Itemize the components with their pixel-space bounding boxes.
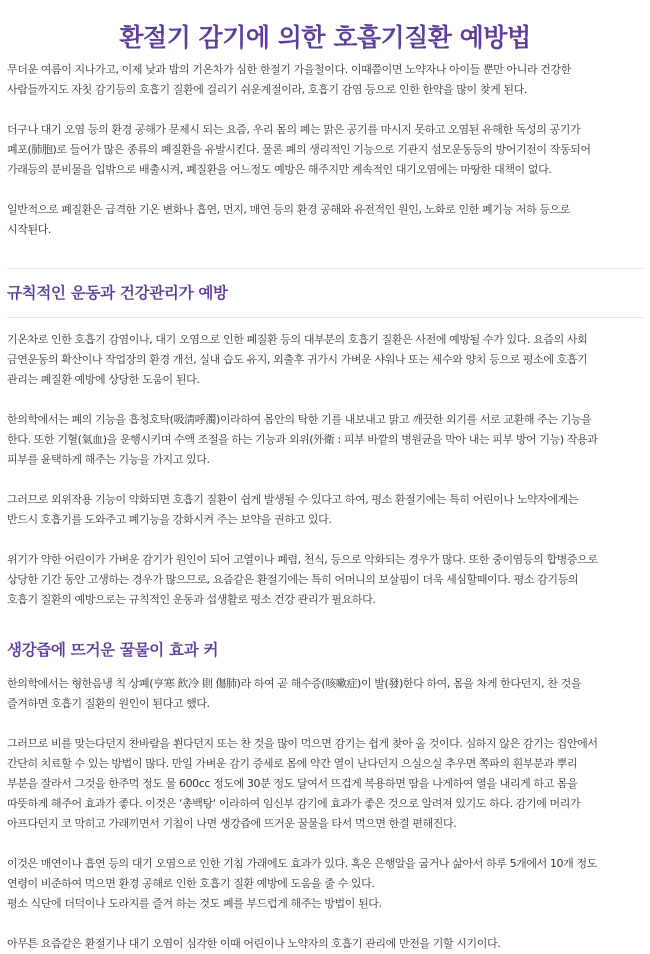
paragraph-line: 한의학에서는 폐의 기능을 흡청호탁(吸淸呼濁)이라하여 몸안의 탁한 기를 내보내고 맑고 깨끗한 외기를 서로 교환해 주는 기능을 xyxy=(7,413,592,426)
paragraph-line: 시작된다. xyxy=(7,223,52,236)
paragraph xyxy=(7,410,643,470)
paragraph-line: 이것은 매연이나 흡연 등의 대기 오염으로 인한 기침 가래에도 효과가 있다. 혹은 은행알을 굽거나 삶아서 하루 5개에서 10개 정도 xyxy=(7,857,597,870)
paragraph-line: 평소 식단에 더덕이나 도라지를 즐겨 하는 것도 폐를 부드럽게 해주는 방법이 된다. xyxy=(7,897,382,910)
paragraph-line: 그러므로 비를 맞는다던지 찬바람을 쐰다던지 또는 찬 것을 많이 먹으면 감기는 쉽게 찾아 올 것이다. 심하지 않은 감기는 집안에서 xyxy=(7,737,598,750)
section-heading-ginger: 생강즙에 뜨거운 꿀물이 효과 커 xyxy=(7,641,219,659)
paragraph-line: 사람들까지도 자칫 감기등의 호흡기 질환에 걸리기 쉬운계절이라, 호흡기 감염 등으로 인한 한약을 많이 찾게 된다. xyxy=(7,83,527,96)
section-heading-exercise: 규칙적인 운동과 건강관리가 예방 xyxy=(7,284,228,302)
paragraph-line: 한의학에서는 형한음냉 칙 상폐(亨寒 飮冷 則 傷肺)라 하여 곧 해수증(咳嗽症)이 발(發)한다 하여, 몸을 차게 한다던지, 찬 것을 xyxy=(7,677,582,690)
section1-body xyxy=(7,330,643,610)
paragraph-line: 무더운 여름이 지나가고, 이제 낮과 밤의 기온차가 심한 한절기 가을철이다. 이때쯤이면 노약자나 아이들 뿐만 아니라 건강한 xyxy=(7,63,571,76)
paragraph xyxy=(7,934,643,954)
paragraph-line: 연령이 비준하여 먹으면 환경 공해로 인한 호흡기 질환 예방에 도움을 줄 수 있다. xyxy=(7,877,375,890)
intro-section xyxy=(7,60,643,240)
section-remedy xyxy=(7,630,643,954)
paragraph-line: 그러므로 외위작용 기능이 약화되면 호흡기 질환이 쉽게 발생될 수 있다고 하여, 평소 환절기에는 특히 어린이나 노약자에게는 xyxy=(7,493,579,506)
paragraph-line: 즐겨하면 호흡기 질환의 원인이 된다고 했다. xyxy=(7,697,210,710)
article-body xyxy=(0,60,650,954)
article-title: 환절기 감기에 의한 호흡기질환 예방법 xyxy=(119,23,531,52)
section-divider xyxy=(7,317,643,318)
paragraph-line: 부분을 잘라서 그것을 한주먹 정도 물 600cc 정도에 30분 정도 달여서 뜨겁게 복용하면 땀을 나게하여 열을 내리게 하고 몸을 xyxy=(7,777,578,790)
section-divider xyxy=(7,268,643,269)
section-prevention xyxy=(7,260,643,610)
paragraph xyxy=(7,330,643,390)
paragraph xyxy=(7,120,643,180)
paragraph xyxy=(7,490,643,530)
paragraph-line: 피부를 윤택하게 해주는 기능을 가지고 있다. xyxy=(7,453,210,466)
paragraph-line: 기온차로 인한 호흡기 감염이나, 대기 오염으로 인한 폐질환 등의 대부분의 호흡기 질환은 사전에 예방될 수가 있다. 요즘의 사회 xyxy=(7,333,588,346)
section2-body xyxy=(7,674,643,954)
paragraph xyxy=(7,674,643,714)
paragraph-line: 간단히 치료할 수 있는 방법이 많다. 만일 가벼운 감기 증세로 몸에 약간 열이 난다던지 으실으실 추우면 쪽파의 흰부분과 뿌리 xyxy=(7,757,578,770)
paragraph xyxy=(7,60,643,100)
paragraph-line: 상당한 기간 동안 고생하는 경우가 많으므로, 요즘같은 환절기에는 특히 어머니의 보살핌이 더욱 세심할때이다. 평소 감기등의 xyxy=(7,573,579,586)
paragraph-line: 호흡기 질환의 예방으로는 규칙적인 운동과 섭생활로 평소 건강 관리가 필요하다. xyxy=(7,593,376,606)
paragraph-line: 아프다던지 코 막히고 가래끼면서 기침이 나면 생강즙에 뜨거운 꿀물을 타서 먹으면 한결 편해진다. xyxy=(7,817,457,830)
paragraph-line: 폐포(肺胞)로 들어가 많은 종류의 폐질환을 유발시킨다. 물론 폐의 생리적인 기능으로 기관지 섬모운동등의 방어기전이 작동되어 xyxy=(7,143,591,156)
paragraph xyxy=(7,200,643,240)
paragraph-line: 관리는 폐질환 예방에 상당한 도움이 된다. xyxy=(7,373,200,386)
paragraph-line: 일반적으로 폐질환은 급격한 기온 변화나 흡연, 먼지, 매연 등의 환경 공해와 유전적인 원인, 노화로 인한 폐기능 저하 등으로 xyxy=(7,203,571,216)
paragraph-line: 더구나 대기 오염 등의 환경 공해가 문제시 되는 요즘, 우리 몸의 폐는 맑은 공기를 마시지 못하고 오염된 유해한 독성의 공기가 xyxy=(7,123,581,136)
paragraph xyxy=(7,734,643,834)
paragraph xyxy=(7,550,643,610)
paragraph-line: 반드시 호흡기를 도와주고 폐기능을 강화시켜 주는 보약을 권하고 있다. xyxy=(7,513,332,526)
paragraph-line: 한다. 또한 기혈(氣血)을 운행시키며 수액 조절을 하는 기능과 외위(外衛 : 피부 바깥의 병원균을 막아 내는 피부 방어 기능) 작용과 xyxy=(7,433,598,446)
paragraph xyxy=(7,854,643,914)
paragraph-line: 가래등의 분비물을 입밖으로 배출시켜, 폐질환을 어느정도 예방은 해주지만 계속적인 대기오염에는 마땅한 대책이 없다. xyxy=(7,163,552,176)
paragraph-line: 금연운동의 확산이나 작업장의 환경 개선, 실내 습도 유지, 외출후 귀가시 가벼운 샤워나 또는 세수와 양치 등으로 평소에 호흡기 xyxy=(7,353,588,366)
paragraph-line: 위기가 약한 어린이가 가벼운 감기가 원인이 되어 고열이나 폐렴, 천식, 등으로 악화되는 경우가 많다. 또한 중이염등의 합병증으로 xyxy=(7,553,598,566)
paragraph-line: 따뜻하게 해주어 효과가 좋다. 이것은 ‘총백탕‘ 이라하여 임신부 감기에 효과가 좋은 것으로 알려져 있기도 하다. 감기에 머리가 xyxy=(7,797,581,810)
paragraph-line: 아무튼 요즘같은 환절기나 대기 오염이 심각한 이때 어린이나 노약자의 호흡기 관리에 만전을 기할 시기이다. xyxy=(7,937,501,950)
